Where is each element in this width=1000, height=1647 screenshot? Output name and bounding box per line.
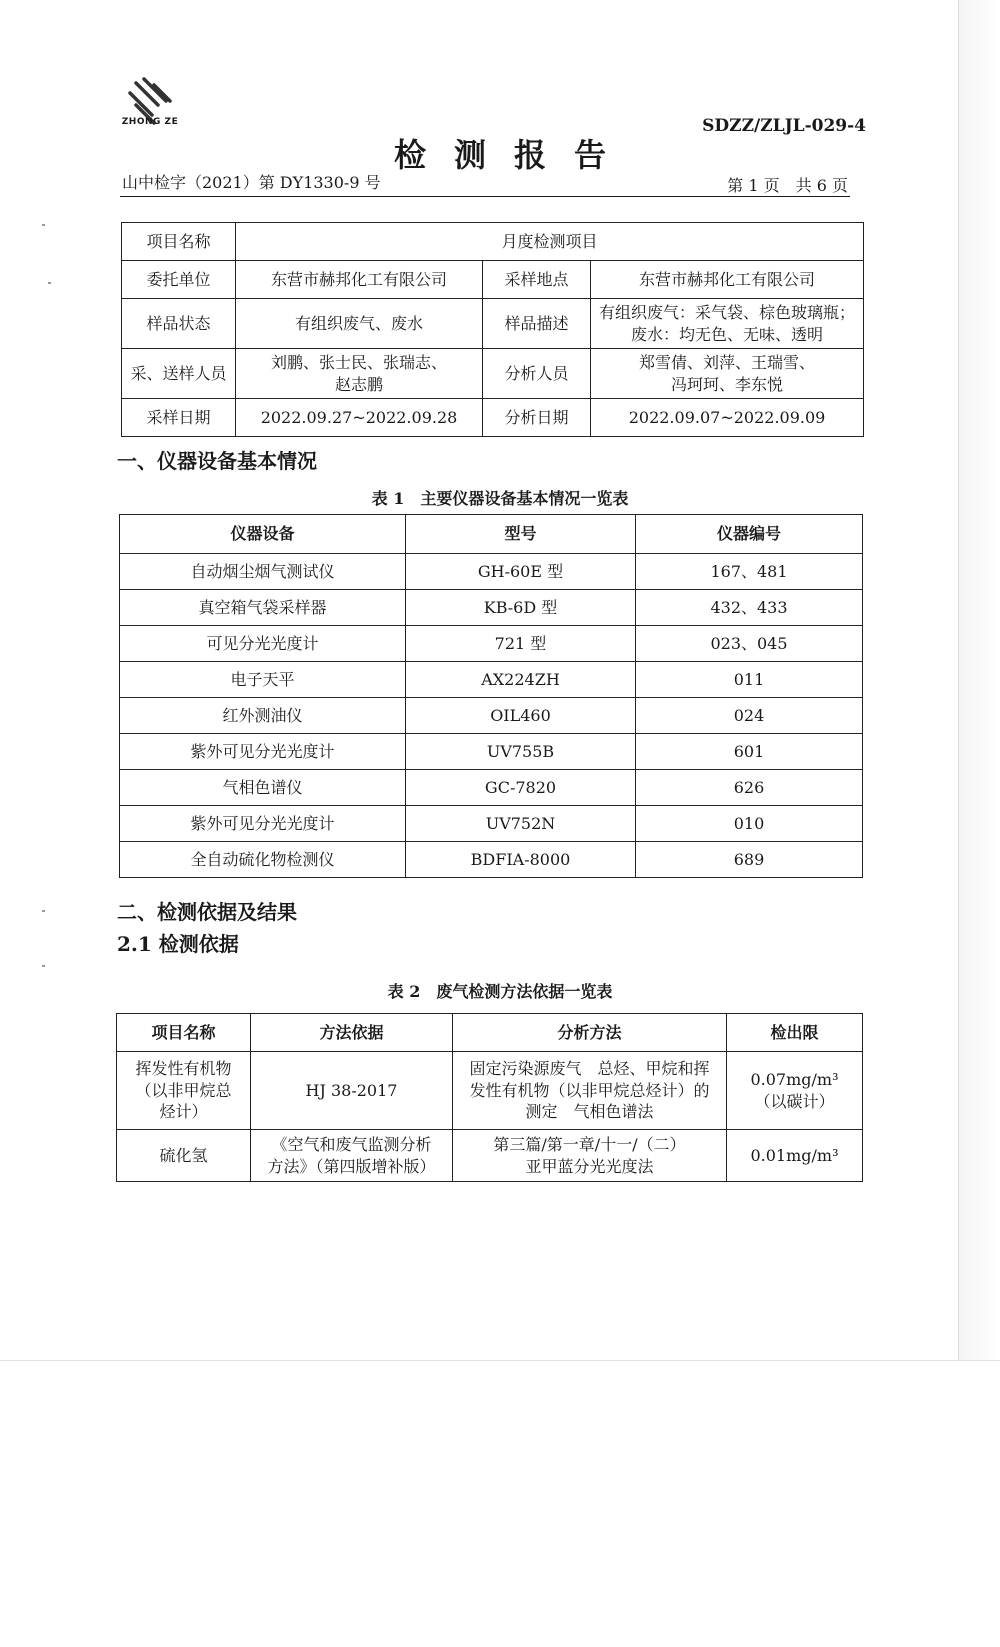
client-value: 东营市赫邦化工有限公司	[236, 261, 483, 299]
analysts-line: 郑雪倩、刘萍、王瑞雪、	[639, 352, 816, 372]
column-header: 仪器设备	[120, 515, 406, 554]
instrument-model-cell: GH-60E 型	[406, 554, 636, 590]
cell-line: 方法》（第四版增补版）	[267, 1156, 436, 1176]
client-label: 委托单位	[122, 261, 236, 299]
table-row	[117, 1052, 863, 1130]
instrument-code-cell: 689	[636, 842, 863, 878]
analysis-method-cell	[453, 1052, 727, 1130]
item-name-cell	[117, 1130, 251, 1182]
cell-line: 《空气和废气监测分析	[271, 1134, 432, 1154]
instrument-code-cell: 023、045	[636, 626, 863, 662]
table-row	[120, 770, 863, 806]
analysis-date-label: 分析日期	[483, 399, 591, 437]
project-name-label: 项目名称	[122, 223, 236, 261]
instrument-table	[119, 514, 863, 878]
analysis-date-value: 2022.09.07~2022.09.09	[591, 399, 864, 437]
sampling-date-value: 2022.09.27~2022.09.28	[236, 399, 483, 437]
cell-line: （以非甲烷总	[135, 1080, 232, 1100]
instrument-name-cell: 紫外可见分光光度计	[120, 806, 406, 842]
table-header-row	[117, 1014, 863, 1052]
column-header: 检出限	[727, 1014, 863, 1052]
instrument-model-cell: BDFIA-8000	[406, 842, 636, 878]
instrument-name-cell: 紫外可见分光光度计	[120, 734, 406, 770]
method-table	[116, 1013, 863, 1182]
instrument-code-cell: 432、433	[636, 590, 863, 626]
table-row	[122, 223, 864, 261]
page-number: 第 1 页 共 6 页	[727, 176, 848, 195]
instrument-code-cell: 011	[636, 662, 863, 698]
scan-edge	[958, 0, 1000, 1360]
instrument-model-cell: OIL460	[406, 698, 636, 734]
table-caption: 表 1 主要仪器设备基本情况一览表	[371, 489, 629, 508]
instrument-model-cell: AX224ZH	[406, 662, 636, 698]
logo-text: ZHONG ZE	[121, 117, 179, 127]
samplers-line: 刘鹏、张士民、张瑞志、	[270, 352, 447, 372]
analysts-label: 分析人员	[483, 349, 591, 399]
detection-limit-cell	[727, 1052, 863, 1130]
cell-line: （以碳计）	[754, 1091, 835, 1111]
instrument-model-cell: UV752N	[406, 806, 636, 842]
header-divider	[120, 196, 850, 197]
instrument-name-cell: 可见分光光度计	[120, 626, 406, 662]
page-title: 检测报告	[393, 136, 634, 174]
instrument-model-cell: GC-7820	[406, 770, 636, 806]
cell-line: 第三篇/第一章/十一/（二）	[493, 1134, 686, 1154]
scan-bottom-edge	[0, 1360, 1000, 1361]
cell-line: 烃计）	[159, 1102, 208, 1122]
instrument-name-cell: 自动烟尘烟气测试仪	[120, 554, 406, 590]
report-info-table	[121, 222, 864, 437]
sampling-site-value: 东营市赫邦化工有限公司	[591, 261, 864, 299]
instrument-model-cell: UV755B	[406, 734, 636, 770]
section-heading: 二、检测依据及结果	[117, 900, 297, 924]
project-name-value: 月度检测项目	[236, 223, 864, 261]
cell-line: 发性有机物（以非甲烷总烃计）的	[469, 1080, 710, 1100]
report-number: 山中检字（2021）第 DY1330-9 号	[122, 173, 381, 192]
sample-desc-line: 有组织废气：采气袋、棕色玻璃瓶；	[599, 302, 856, 322]
analysts-line: 冯珂珂、李东悦	[671, 374, 784, 394]
column-header: 型号	[406, 515, 636, 554]
analysts-value	[591, 349, 864, 399]
method-basis-cell	[251, 1052, 453, 1130]
table-row	[120, 590, 863, 626]
instrument-code-cell: 010	[636, 806, 863, 842]
table-row	[122, 349, 864, 399]
table-row	[120, 842, 863, 878]
instrument-name-cell: 红外测油仪	[120, 698, 406, 734]
sampling-date-label: 采样日期	[122, 399, 236, 437]
column-header: 项目名称	[117, 1014, 251, 1052]
instrument-code-cell: 167、481	[636, 554, 863, 590]
cell-line: 0.07mg/m³	[750, 1069, 839, 1089]
section-heading: 一、仪器设备基本情况	[117, 449, 317, 473]
cell-line: 测定 气相色谱法	[525, 1102, 654, 1122]
instrument-code-cell: 601	[636, 734, 863, 770]
cell-line: 亚甲蓝分光光度法	[525, 1156, 654, 1176]
item-name-cell	[117, 1052, 251, 1130]
column-header: 仪器编号	[636, 515, 863, 554]
table-row	[120, 806, 863, 842]
sample-state-label: 样品状态	[122, 299, 236, 349]
sampling-site-label: 采样地点	[483, 261, 591, 299]
instrument-code-cell: 626	[636, 770, 863, 806]
cell-line: 硫化氢	[159, 1145, 208, 1165]
column-header: 方法依据	[251, 1014, 453, 1052]
scan-speck	[48, 282, 51, 284]
cell-line: HJ 38-2017	[305, 1080, 398, 1100]
detection-limit-cell	[727, 1130, 863, 1182]
scan-speck	[42, 224, 45, 226]
table-row	[122, 399, 864, 437]
samplers-line: 赵志鹏	[334, 374, 383, 394]
subsection-heading: 2.1 检测依据	[117, 932, 239, 956]
table-header-row	[120, 515, 863, 554]
cell-line: 0.01mg/m³	[750, 1145, 839, 1165]
table-caption: 表 2 废气检测方法依据一览表	[387, 982, 613, 1001]
table-row	[122, 261, 864, 299]
table-row	[120, 626, 863, 662]
samplers-label: 采、送样人员	[122, 349, 236, 399]
sample-state-value: 有组织废气、废水	[236, 299, 483, 349]
table-row	[120, 698, 863, 734]
cell-line: 挥发性有机物	[135, 1059, 232, 1079]
table-row	[120, 662, 863, 698]
sample-desc-label: 样品描述	[483, 299, 591, 349]
table-row	[122, 299, 864, 349]
sample-desc-line: 废水：均无色、无味、透明	[631, 324, 824, 344]
instrument-code-cell: 024	[636, 698, 863, 734]
document-code: SDZZ/ZLJL-029-4	[702, 116, 866, 136]
table-row	[120, 554, 863, 590]
table-row	[120, 734, 863, 770]
instrument-name-cell: 全自动硫化物检测仪	[120, 842, 406, 878]
method-basis-cell	[251, 1130, 453, 1182]
sample-desc-value	[591, 299, 864, 349]
cell-line: 固定污染源废气 总烃、甲烷和挥	[469, 1059, 710, 1079]
samplers-value	[236, 349, 483, 399]
instrument-model-cell: 721 型	[406, 626, 636, 662]
scan-speck	[42, 965, 45, 967]
table-row	[117, 1130, 863, 1182]
instrument-name-cell: 真空箱气袋采样器	[120, 590, 406, 626]
column-header: 分析方法	[453, 1014, 727, 1052]
analysis-method-cell	[453, 1130, 727, 1182]
instrument-name-cell: 电子天平	[120, 662, 406, 698]
scan-speck	[42, 910, 45, 912]
instrument-name-cell: 气相色谱仪	[120, 770, 406, 806]
instrument-model-cell: KB-6D 型	[406, 590, 636, 626]
